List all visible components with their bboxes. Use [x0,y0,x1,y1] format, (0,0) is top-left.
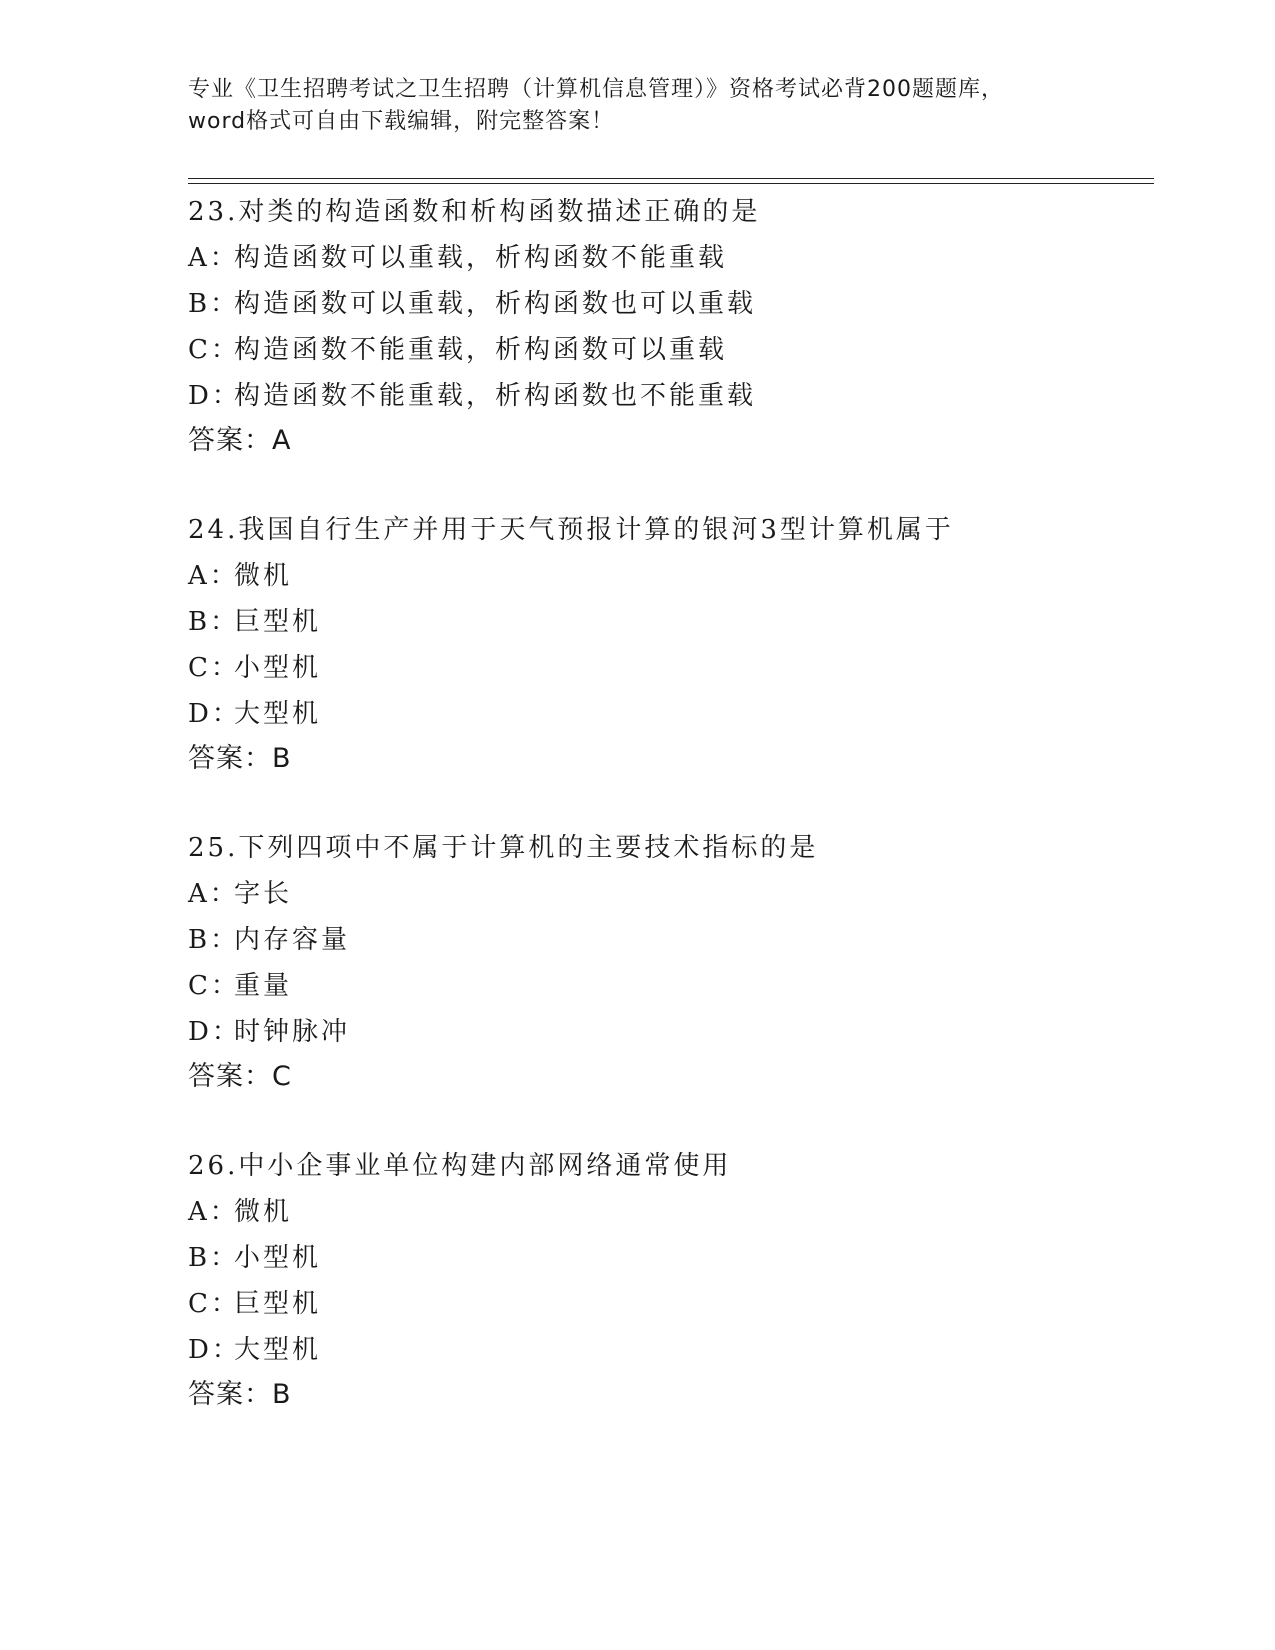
option-c [188,963,1148,1009]
option-text: 构造函数不能重载，析构函数可以重载 [234,335,728,365]
option-b [188,281,1148,327]
option-key: C： [188,971,240,1001]
option-text: 时钟脉冲 [234,1017,351,1047]
question-stem: 26.中小企事业单位构建内部网络通常使用 [188,1151,732,1181]
option-key: C： [188,1289,240,1319]
answer-line: 答案：A [188,425,292,456]
option-text: 构造函数不能重载，析构函数也不能重载 [234,381,757,411]
option-key: D： [188,1017,241,1047]
option-text: 微机 [234,1197,293,1227]
question-23 [188,189,1148,463]
option-key: C： [188,335,240,365]
option-d [188,691,1148,737]
option-text: 构造函数可以重载，析构函数不能重载 [234,243,728,273]
option-key: D： [188,381,241,411]
question-list [188,189,1148,1461]
option-key: A： [188,1197,239,1227]
option-text: 构造函数可以重载，析构函数也可以重载 [234,289,757,319]
option-key: C： [188,653,240,683]
option-d [188,373,1148,419]
question-stem: 24.我国自行生产并用于天气预报计算的银河3型计算机属于 [188,515,954,545]
option-key: D： [188,1335,241,1365]
header-line-2: word格式可自由下载编辑，附完整答案！ [188,109,615,134]
question-stem: 23.对类的构造函数和析构函数描述正确的是 [188,197,761,227]
option-b [188,599,1148,645]
option-c [188,327,1148,373]
option-a [188,553,1148,599]
option-a [188,1189,1148,1235]
option-key: A： [188,243,239,273]
option-text: 大型机 [234,1335,322,1365]
option-text: 小型机 [234,1243,322,1273]
document-header [188,74,1088,138]
option-text: 巨型机 [234,607,322,637]
option-b [188,917,1148,963]
option-text: 重量 [234,971,293,1001]
question-stem: 25.下列四项中不属于计算机的主要技术指标的是 [188,833,819,863]
option-text: 内存容量 [234,925,351,955]
option-a [188,871,1148,917]
header-divider-top [188,178,1154,179]
header-line-1: 专业《卫生招聘考试之卫生招聘（计算机信息管理）》资格考试必背200题题库， [188,77,1004,102]
option-text: 小型机 [234,653,322,683]
option-key: B： [188,1243,240,1273]
answer-line: 答案：B [188,743,292,774]
option-key: D： [188,699,241,729]
option-text: 微机 [234,561,293,591]
option-key: B： [188,607,240,637]
option-text: 字长 [234,879,293,909]
option-c [188,645,1148,691]
option-c [188,1281,1148,1327]
option-text: 巨型机 [234,1289,322,1319]
option-key: B： [188,289,240,319]
option-key: A： [188,561,239,591]
answer-line: 答案：B [188,1379,292,1410]
question-26 [188,1143,1148,1417]
header-divider-bottom [188,183,1154,184]
option-d [188,1327,1148,1373]
option-key: A： [188,879,239,909]
option-key: B： [188,925,240,955]
question-25 [188,825,1148,1099]
answer-line: 答案：C [188,1061,292,1092]
option-d [188,1009,1148,1055]
question-24 [188,507,1148,781]
option-b [188,1235,1148,1281]
option-text: 大型机 [234,699,322,729]
option-a [188,235,1148,281]
